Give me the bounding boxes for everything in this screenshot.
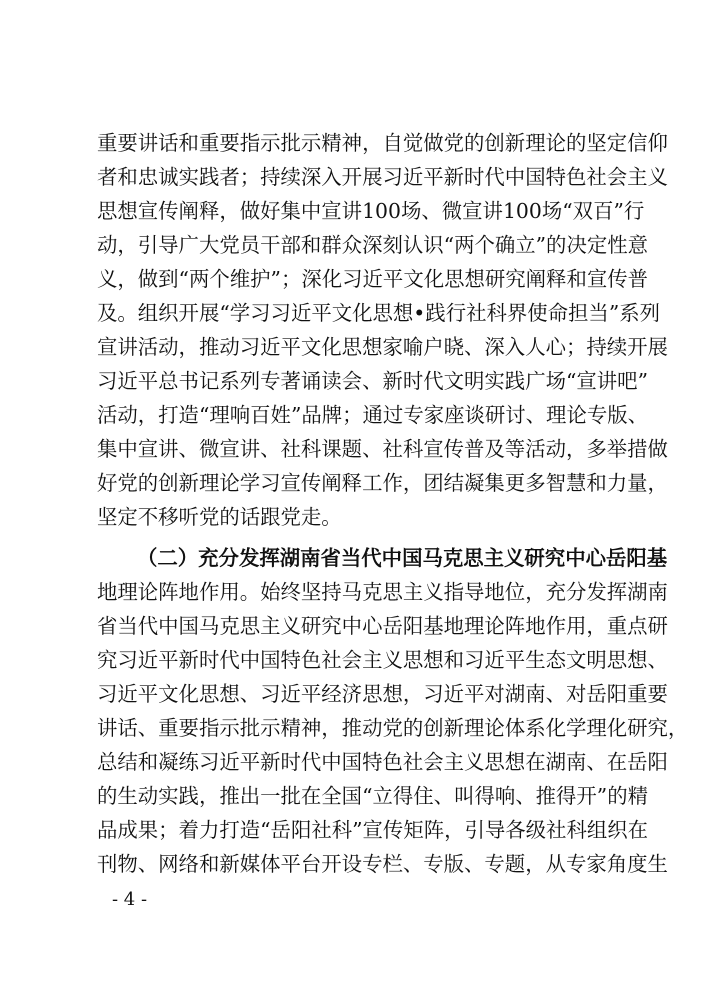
section-heading: （二）充分发挥湖南省当代中国马克思主义研究中心岳阳基 <box>137 546 668 570</box>
text-line: 究习近平新时代中国特色社会主义思想和习近平生态文明思想、 <box>97 648 668 672</box>
text-line: 义，做到“两个维护”；深化习近平文化思想研究阐释和宣传普 <box>97 267 649 291</box>
text-line: 地理论阵地作用。始终坚持马克思主义指导地位，充分发挥湖南 <box>97 580 668 604</box>
text-line: 思想宣传阐释，做好集中宣讲100场、微宣讲100场“双百”行 <box>97 199 645 223</box>
text-line: 习近平总书记系列专著诵读会、新时代文明实践广场“宣讲吧” <box>97 369 649 393</box>
text-line: 及。组织开展“学习习近平文化思想•践行社科界使命担当”系列 <box>97 301 661 325</box>
page-number: - 4 - <box>112 889 148 910</box>
text-line: 讲话、重要指示批示精神，推动党的创新理论体系化学理化研究， <box>97 716 689 740</box>
text-line: 集中宣讲、微宣讲、社科课题、社科宣传普及等活动，多举措做 <box>97 437 668 461</box>
text-line: 习近平文化思想、习近平经济思想，习近平对湖南、对岳阳重要 <box>97 682 668 706</box>
text-line: 者和忠诚实践者；持续深入开展习近平新时代中国特色社会主义 <box>97 165 668 189</box>
text-line: 品成果；着力打造“岳阳社科”宣传矩阵，引导各级社科组织在 <box>97 818 649 842</box>
text-line: 省当代中国马克思主义研究中心岳阳基地理论阵地作用，重点研 <box>97 614 668 638</box>
text-line: 刊物、网络和新媒体平台开设专栏、专版、专题，从专家角度生 <box>97 852 668 876</box>
text-line: 总结和凝练习近平新时代中国特色社会主义思想在湖南、在岳阳 <box>97 750 668 774</box>
text-line: 的生动实践，推出一批在全国“立得住、叫得响、推得开”的精 <box>97 784 649 808</box>
text-line: 坚定不移听党的话跟党走。 <box>97 505 342 529</box>
text-line: 好党的创新理论学习宣传阐释工作，团结凝集更多智慧和力量， <box>97 471 668 495</box>
text-line: 重要讲话和重要指示批示精神，自觉做党的创新理论的坚定信仰 <box>97 131 668 155</box>
text-line: 宣讲活动，推动习近平文化思想家喻户晓、深入人心；持续开展 <box>97 335 668 359</box>
text-line: 动，引导广大党员干部和群众深刻认识“两个确立”的决定性意 <box>97 233 649 257</box>
text-line: 活动，打造“理响百姓”品牌；通过专家座谈研讨、理论专版、 <box>97 403 649 427</box>
